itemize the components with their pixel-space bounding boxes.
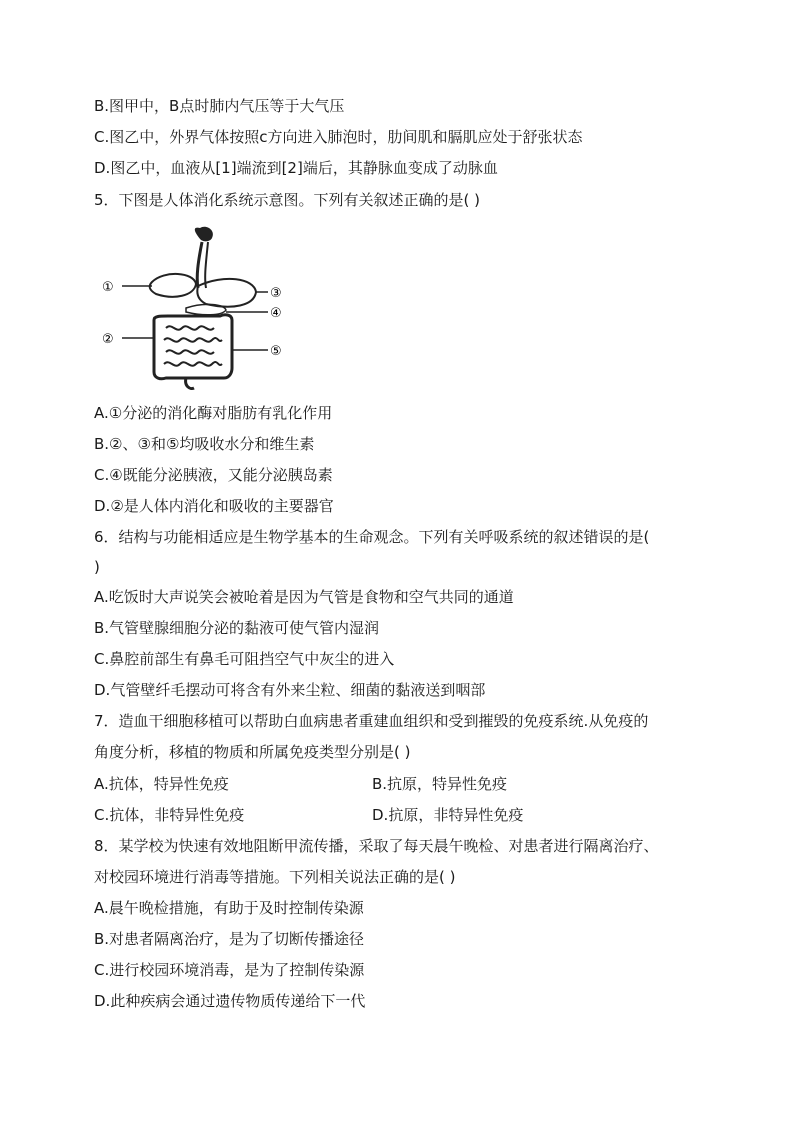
q7-option-b: B.抗原，特异性免疫 (372, 775, 508, 793)
q7-stem-line2: 角度分析，移植的物质和所属免疫类型分别是( ) (94, 743, 411, 761)
digestive-system-diagram (94, 222, 294, 392)
q8-option-a: A.晨午晚检措施，有助于及时控制传染源 (94, 899, 364, 917)
figure-label-4: ④ (270, 306, 282, 321)
q7-stem-line1: 7．造血干细胞移植可以帮助白血病患者重建血组织和受到摧毁的免疫系统.从免疫的 (94, 712, 649, 730)
q6-option-c: C.鼻腔前部生有鼻毛可阻挡空气中灰尘的进入 (94, 650, 395, 668)
figure-label-1: ① (102, 280, 114, 295)
figure-label-2: ② (102, 332, 114, 347)
q4-option-d: D.图乙中，血液从[1]端流到[2]端后，其静脉血变成了动脉血 (94, 159, 498, 177)
q6-option-d: D.气管壁纤毛摆动可将含有外来尘粒、细菌的黏液送到咽部 (94, 681, 486, 699)
q7-option-d: D.抗原，非特异性免疫 (372, 806, 524, 824)
q8-option-b: B.对患者隔离治疗，是为了切断传播途径 (94, 930, 365, 948)
figure-label-3: ③ (270, 286, 282, 301)
q7-option-c: C.抗体，非特异性免疫 (94, 806, 245, 824)
q6-option-b: B.气管壁腺细胞分泌的黏液可使气管内湿润 (94, 619, 380, 637)
q5-stem: 5．下图是人体消化系统示意图。下列有关叙述正确的是( ) (94, 191, 481, 209)
q6-stem-line1: 6．结构与功能相适应是生物学基本的生命观念。下列有关呼吸系统的叙述错误的是( (94, 528, 650, 546)
q5-option-b: B.②、③和⑤均吸收水分和维生素 (94, 435, 315, 453)
q8-stem-line1: 8．某学校为快速有效地阻断甲流传播，采取了每天晨午晚检、对患者进行隔离治疗、 (94, 837, 659, 855)
q8-option-c: C.进行校园环境消毒，是为了控制传染源 (94, 961, 365, 979)
q5-option-c: C.④既能分泌胰液，又能分泌胰岛素 (94, 466, 333, 484)
q4-option-c: C.图乙中，外界气体按照c方向进入肺泡时，肋间肌和膈肌应处于舒张状态 (94, 128, 583, 146)
q7-option-a: A.抗体，特异性免疫 (94, 775, 229, 793)
q4-option-b: B.图甲中，B点时肺内气压等于大气压 (94, 97, 345, 115)
q5-option-d: D.②是人体内消化和吸收的主要器官 (94, 497, 334, 515)
q8-option-d: D.此种疾病会通过遗传物质传递给下一代 (94, 992, 366, 1010)
figure-label-5: ⑤ (270, 344, 282, 359)
q8-stem-line2: 对校园环境进行消毒等措施。下列相关说法正确的是( ) (94, 868, 456, 886)
q5-option-a: A.①分泌的消化酶对脂肪有乳化作用 (94, 404, 333, 422)
q6-option-a: A.吃饭时大声说笑会被呛着是因为气管是食物和空气共同的通道 (94, 588, 514, 606)
q6-stem-line2: ) (94, 558, 100, 576)
